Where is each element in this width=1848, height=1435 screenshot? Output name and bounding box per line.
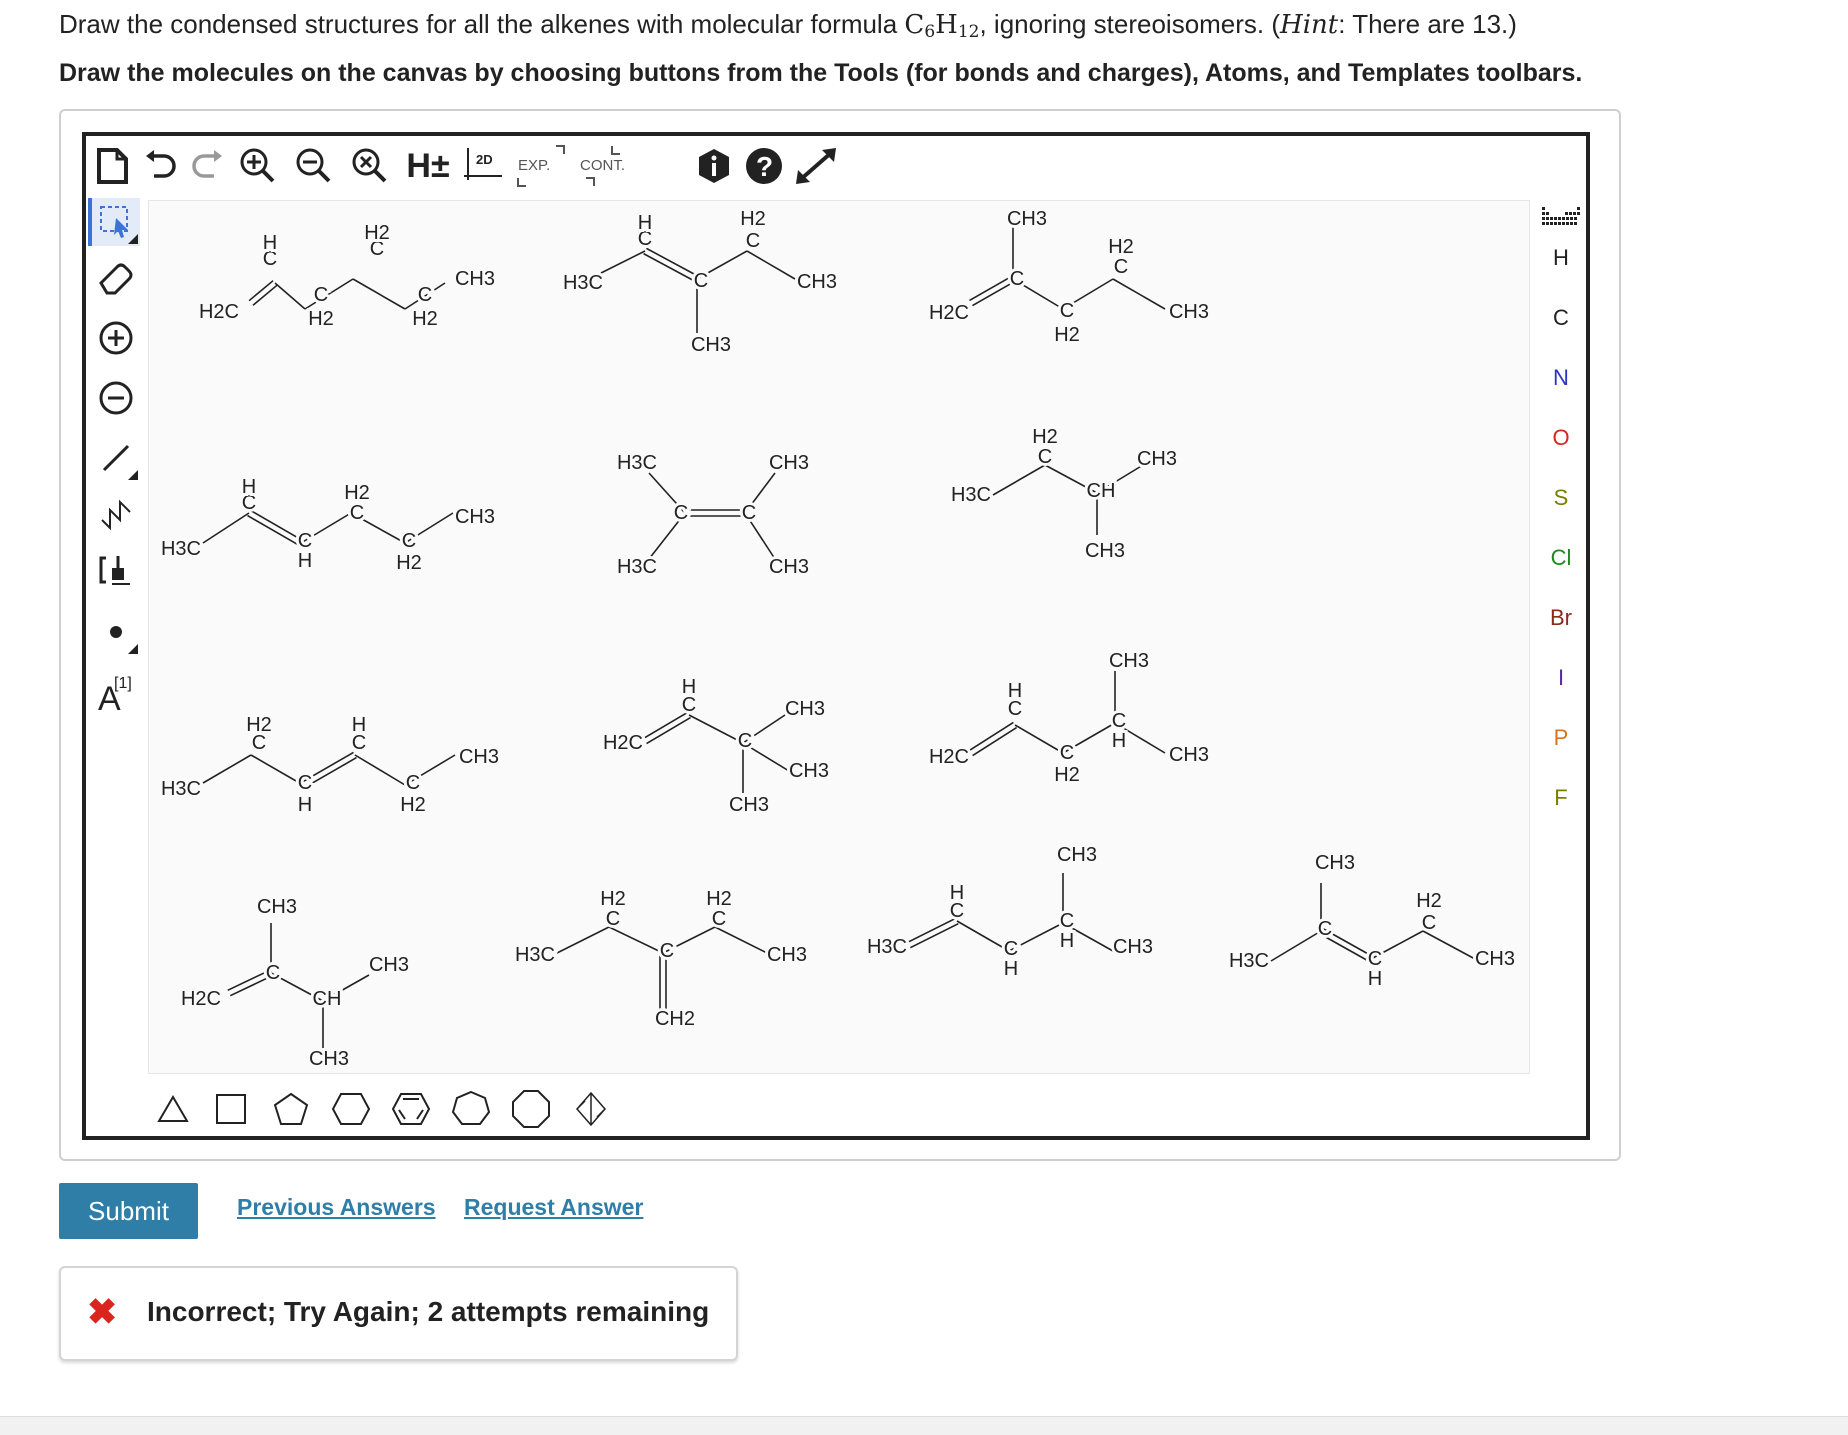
atom-label: H [1367,968,1383,990]
atom-label-sup: [1] [114,675,132,692]
atom-label: H2 [364,222,390,244]
atom-label: C [265,962,281,984]
bond [747,251,795,279]
atom-label: H [1007,680,1023,702]
atom-label: CH [312,988,342,1010]
negative-charge-icon[interactable] [92,374,140,422]
atom-label: H [241,476,257,498]
double-bond [304,758,356,788]
atom-label: H3C [950,484,992,506]
benzene-template-icon[interactable] [388,1086,434,1132]
atom-label: H3C [616,556,658,578]
atom-label: H [681,676,697,698]
feedback-message: Incorrect; Try Again; 2 attempts remaining [147,1296,710,1327]
atom-label: C [297,772,313,794]
hexagon-template-icon[interactable] [328,1086,374,1132]
periodic-table-icon[interactable] [1536,198,1586,238]
double-bond [646,248,698,276]
atom-button-o[interactable]: O [1552,425,1570,450]
atom-label: H2 [1054,324,1080,346]
bond [609,927,663,953]
atom-label: C [1037,446,1053,468]
bond [715,927,767,953]
atom-label: C [681,694,697,716]
atom-label: H [1111,730,1127,752]
double-bond [250,510,302,540]
pentagon-template-icon[interactable] [268,1086,314,1132]
atom-label: H3C [562,272,604,294]
double-bond [910,924,958,948]
atom-label: H2 [600,888,626,910]
atom-label: C [659,940,675,962]
tools-toolbar [86,198,146,1078]
bond [305,279,353,309]
atom-label: C [1367,948,1383,970]
double-bond [972,282,1014,306]
eraser-icon[interactable] [92,254,140,302]
atom-label: C [297,530,313,552]
hint-word: Hint [1280,10,1339,40]
atom-label: C [1421,912,1437,934]
atom-label: C [1007,698,1023,720]
atom-button-c[interactable]: C [1553,305,1569,330]
atom-label: C [369,238,385,260]
atom-label: C [1059,910,1075,932]
zoom-in-icon[interactable] [234,142,282,190]
bond [353,279,405,309]
atom-label: H2C [180,988,222,1010]
atom-label-icon[interactable] [92,668,140,716]
feedback-box [59,1266,738,1361]
atom-label: C [1059,300,1075,322]
atom-label: H2C [198,301,240,323]
zoom-out-icon[interactable] [290,142,338,190]
bond [355,755,405,785]
atom-label: C [1317,918,1333,940]
bond [1423,931,1475,959]
atom-label: H2C [928,302,970,324]
atom-label: H [1003,958,1019,980]
chem-editor [82,132,1590,1140]
bond [275,283,305,309]
atom-label: H [351,714,367,736]
atom-label: H2C [602,732,644,754]
atom-label: CH3 [768,452,810,474]
atom-label: H [297,550,313,572]
zoom-reset-icon[interactable] [346,142,394,190]
atom-label: C [605,908,621,930]
atom-label: CH3 [1112,936,1154,958]
atom-label: H2 [344,482,370,504]
atom-label: H3C [866,936,908,958]
atom-label: CH3 [1056,844,1098,866]
octagon-template-icon[interactable] [508,1086,554,1132]
atom-label: C [1111,710,1127,732]
question-middle: , ignoring stereoisomers. ( [979,9,1281,39]
atom-label: H2 [706,888,732,910]
atom-label: H2 [396,552,422,574]
atom-label: C [401,530,417,552]
atoms-toolbar [1536,198,1586,1018]
atom-label: CH3 [788,760,830,782]
select-icon[interactable] [88,198,140,246]
atom-button-f[interactable]: F [1554,785,1568,810]
square-template-icon[interactable] [208,1086,254,1132]
atom-button-cl[interactable]: Cl [1550,545,1572,570]
atom-label: C [262,248,278,270]
atom-button-h[interactable]: H [1553,245,1569,270]
question-suffix: : There are 13.) [1338,9,1517,39]
atom-label: C [313,284,329,306]
atom-label: C [241,492,257,514]
atom-label: CH3 [1474,948,1516,970]
contract-icon[interactable] [576,142,636,190]
atom-label: C [1003,938,1019,960]
atom-label: C [711,908,727,930]
bond [557,927,609,953]
atom-label: C [949,900,965,922]
bond [1113,279,1165,309]
top-toolbar [86,136,1586,198]
double-bond [643,712,687,738]
bicyclic-template-icon[interactable] [568,1086,614,1132]
formula-h-subscript: 12 [957,22,980,42]
fullscreen-icon[interactable] [792,142,840,190]
formula-c: C [904,10,925,40]
contract-label: CONT. [580,157,625,174]
chain-icon[interactable] [92,490,140,538]
svg-text:?: ? [756,151,774,182]
atom-label: H [262,232,278,254]
bond [993,465,1045,495]
triangle-template-icon[interactable] [150,1086,196,1132]
drawing-canvas[interactable] [148,200,1530,1074]
atom-label: C [351,732,367,754]
atom-label: CH3 [308,1048,350,1070]
double-bond [908,918,956,942]
atom-label: H3C [514,944,556,966]
bond [957,921,1009,951]
atom-label: C [1009,268,1025,290]
atom-label: H2 [308,308,334,330]
submit-button[interactable]: Submit [59,1183,198,1239]
atom-label: CH3 [1006,208,1048,230]
positive-charge-icon[interactable] [92,314,140,362]
bond [601,251,645,273]
atom-label: CH3 [1314,852,1356,874]
atom-label: CH3 [256,896,298,918]
undo-icon[interactable] [136,142,184,190]
atom-label: C [737,730,753,752]
atom-label: CH3 [454,506,496,528]
atom-label: H2 [246,714,272,736]
atom-label: H2 [400,794,426,816]
atom-label: H3C [616,452,658,474]
atom-label: C [405,772,421,794]
atom-label: H [949,882,965,904]
single-bond-icon[interactable] [92,434,140,482]
atom-label: C [673,502,689,524]
formula-c-subscript: 6 [924,22,936,42]
hydrogen-toggle-icon[interactable]: H± [406,146,450,185]
help-icon[interactable] [740,142,788,190]
atom-label: CH3 [766,944,808,966]
expand-icon[interactable] [514,142,570,190]
atom-label: CH3 [796,271,838,293]
bond [1015,725,1063,753]
templates-toolbar [148,1086,648,1136]
request-answer-link[interactable]: Request Answer [464,1194,644,1220]
atom-label: H [637,212,653,234]
bond [203,513,249,543]
redo-icon[interactable] [184,142,232,190]
atom-label: CH3 [368,954,410,976]
atom-label: CH [1086,480,1116,502]
atom-label: H3C [160,778,202,800]
atom-label: H2 [740,208,766,230]
molecule-drawing [149,201,1529,1073]
double-bond [969,722,1013,750]
clean-2d-label: 2D [476,152,493,167]
expand-label: EXP. [518,157,551,174]
atom-label: C [417,284,433,306]
heptagon-template-icon[interactable] [448,1086,494,1132]
atom-button-i[interactable]: I [1557,665,1565,690]
atom-label: CH3 [1168,744,1210,766]
double-bond [970,276,1012,300]
radical-dot-icon[interactable] [92,608,140,656]
double-bond [248,516,300,546]
atom-button-br[interactable]: Br [1550,605,1572,630]
atom-label: H2 [1054,764,1080,786]
atom-button-n[interactable]: N [1553,365,1569,390]
page-bottom-divider [0,1416,1848,1435]
error-icon: ✖ [87,1291,118,1332]
atom-button-p[interactable]: P [1553,725,1569,750]
double-bond [973,728,1017,756]
atom-label: H [297,794,313,816]
instruction-text: Draw the molecules on the canvas by choosing buttons from the Tools (for bonds and charges), Atoms, and Templates toolbars. [59,59,1583,87]
double-bond [647,718,691,744]
atom-label: CH3 [1136,448,1178,470]
formula-h: H [935,10,958,40]
atom-label: C [745,230,761,252]
atom-label: C [1113,256,1129,278]
atom-label: H2C [928,746,970,768]
atom-label-letter: A [98,680,121,714]
atom-label: CH3 [458,746,500,768]
double-bond [644,254,696,282]
atom-label: CH3 [728,794,770,816]
atom-label: CH3 [1168,301,1210,323]
new-document-icon[interactable] [88,142,136,190]
atom-label: H [1059,930,1075,952]
atom-label: H2 [1108,236,1134,258]
atom-label: C [1059,742,1075,764]
atom-label: H3C [160,538,202,560]
atom-label: CH3 [768,556,810,578]
atom-label: C [637,228,653,250]
bond [251,755,303,785]
bond [1271,931,1321,961]
atom-label: C [741,502,757,524]
atom-label: CH3 [1108,650,1150,672]
clean-2d-icon[interactable] [460,142,508,190]
atom-label: C [693,270,709,292]
atom-label: H2 [1416,890,1442,912]
question-text [59,4,1517,52]
atom-label: CH3 [1084,540,1126,562]
atom-label: H2 [412,308,438,330]
atom-label: CH3 [690,334,732,356]
info-icon[interactable] [690,142,738,190]
atom-label: C [349,502,365,524]
atom-label: H3C [1228,950,1270,972]
question-prefix: Draw the condensed structures for all the alkenes with molecular formula [59,9,905,39]
atom-label: C [251,732,267,754]
atom-label: CH2 [654,1008,696,1030]
bracket-icon[interactable] [92,546,140,594]
atom-label: H2 [1032,426,1058,448]
previous-answers-link[interactable]: Previous Answers [237,1194,436,1220]
atom-label: CH3 [454,268,496,290]
atom-button-s[interactable]: S [1553,485,1569,510]
atom-label: CH3 [784,698,826,720]
bond [689,715,743,743]
bond [203,755,251,783]
